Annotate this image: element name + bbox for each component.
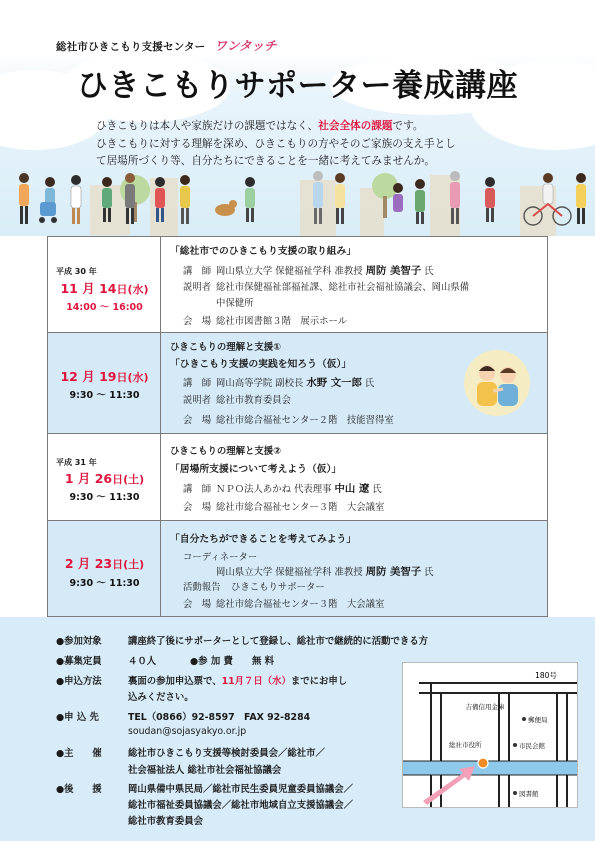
schedule-table xyxy=(47,236,548,617)
detail-label: 活動報告 xyxy=(183,582,221,593)
organizer-logo: ワンタッチ xyxy=(214,38,277,53)
info-key: ●参 加 費 xyxy=(190,656,233,667)
intro-text-part: ひきこもりは本人や家族だけの課題ではなく、 xyxy=(96,120,319,132)
detail-label: コーディネーター xyxy=(183,552,258,563)
table-row xyxy=(48,434,547,521)
session-detail xyxy=(170,262,434,277)
session-detail xyxy=(170,412,394,426)
date-weekday: 日(水) xyxy=(116,283,149,296)
detail-label: 会 場 xyxy=(183,316,212,327)
detail-text: ひきこもりサポーター xyxy=(231,582,325,593)
session-title: 「居場所支援について考えよう（仮）」 xyxy=(170,464,342,475)
venue-marker-icon xyxy=(478,758,488,768)
detail-text: 岡山県立大学 保健福祉学科 准教授 xyxy=(216,567,363,578)
detail-text: 総社市図書館３階 展示ホール xyxy=(216,316,348,327)
year-label: 平成 31 年 xyxy=(56,458,97,467)
route-label: 180号 xyxy=(535,671,557,680)
date-cell xyxy=(48,237,161,332)
organizer-name: 総社市ひきこもり支援センター xyxy=(56,41,206,53)
session-time: 14:00 ～ 16:00 xyxy=(66,302,143,313)
deadline-date: 11月７日（水） xyxy=(221,676,291,687)
session-time: 9:30 ～ 11:30 xyxy=(69,390,140,401)
session-detail xyxy=(170,295,254,309)
info-key: ●募集定員 xyxy=(56,656,102,667)
map-label-library: 図書館 xyxy=(519,790,539,798)
session-date xyxy=(48,554,161,572)
detail-label: 会 場 xyxy=(183,415,212,426)
detail-text: 総社市総合福祉センター３階 大会議室 xyxy=(216,502,385,513)
detail-label: 会 場 xyxy=(183,502,212,513)
detail-suffix: 氏 xyxy=(369,484,382,495)
info-target xyxy=(56,633,428,647)
date-number: 2 月 23 xyxy=(64,556,113,571)
session-detail xyxy=(170,313,347,327)
info-key: ●主 催 xyxy=(56,748,102,759)
session-info xyxy=(170,434,541,520)
session-title: 「ひきこもり支援の実践を知ろう（仮）」 xyxy=(170,359,352,370)
contact-email[interactable]: soudan@sojasyakyo.or.jp xyxy=(128,726,247,737)
detail-suffix: 氏 xyxy=(421,567,434,578)
detail-label: 説明者 xyxy=(183,282,212,293)
session-detail xyxy=(170,279,469,293)
session-time: 9:30 ～ 11:30 xyxy=(69,578,140,589)
detail-label: 説明者 xyxy=(183,395,212,406)
session-detail xyxy=(170,549,257,563)
people-illustration xyxy=(0,160,595,236)
session-title: 「自分たちができることを考えてみよう」 xyxy=(170,534,357,545)
speaker-name: 水野 文一郎 xyxy=(306,377,362,389)
info-support-cont: 総社市福祉委員協議会／総社市地域自立支援協議会／ xyxy=(128,800,354,811)
date-number: 12 月 19 xyxy=(60,369,117,384)
date-weekday: 日(土) xyxy=(112,558,145,571)
supporters-illustration xyxy=(463,349,531,417)
session-date xyxy=(48,279,161,297)
detail-text: 総社市教育委員会 xyxy=(216,395,292,406)
detail-label: 講 師 xyxy=(183,484,212,495)
speaker-name: 周防 美智子 xyxy=(365,265,422,277)
intro-text-part: です。 xyxy=(392,120,424,132)
map-drawing xyxy=(403,663,577,807)
detail-text: 岡山県立大学 保健福祉学科 准教授 xyxy=(216,266,363,277)
detail-text: 中保健所 xyxy=(216,298,254,309)
session-date xyxy=(48,367,161,385)
info-value: ４０人 xyxy=(128,656,157,667)
info-capacity xyxy=(56,653,274,667)
session-subtitle: ひきこもりの理解と支援② xyxy=(170,446,282,457)
session-info xyxy=(170,237,541,332)
info-key: ●参加対象 xyxy=(56,636,102,647)
info-support-cont: 総社市教育委員会 xyxy=(128,816,204,827)
info-support xyxy=(56,781,353,795)
session-info xyxy=(170,521,541,616)
info-apply-cont: 込みください。 xyxy=(128,692,194,703)
info-value: 裏面の参加申込票で、 xyxy=(128,676,222,687)
session-detail xyxy=(170,579,325,593)
detail-text: 総社市総合福祉センター２階 技能習得室 xyxy=(216,415,394,426)
detail-text: ＮＰＯ法人あかね 代表理事 xyxy=(216,484,332,495)
session-detail xyxy=(170,392,291,406)
session-detail xyxy=(170,563,434,578)
info-host xyxy=(56,745,325,759)
detail-label: 講 師 xyxy=(183,266,212,277)
detail-label: 会 場 xyxy=(183,599,212,610)
date-number: 1 月 26 xyxy=(64,471,113,486)
info-value: までにお申し xyxy=(290,676,348,687)
date-cell xyxy=(48,434,161,520)
date-weekday: 日(土) xyxy=(112,473,145,486)
session-date xyxy=(48,469,161,487)
year-label: 平成 30 年 xyxy=(56,267,97,276)
speaker-name: 中山 遼 xyxy=(334,483,370,495)
date-weekday: 日(水) xyxy=(116,371,149,384)
info-value: 講座終了後にサポーターとして登録し、総社市で継続的に活動できる方 xyxy=(128,636,429,647)
info-host-cont: 社会福祉法人 総社市社会福祉協議会 xyxy=(128,765,282,776)
map-label-civic-hall: 市民会館 xyxy=(519,742,545,750)
organizer-line xyxy=(56,35,277,53)
map-label-city-hall: 総社市役所 xyxy=(449,741,482,749)
table-row xyxy=(48,237,547,333)
session-subtitle: ひきこもりの理解と支援① xyxy=(170,342,282,353)
detail-text: 総社市保健福祉部福祉課、総社市社会福祉協議会、岡山県備 xyxy=(216,282,470,293)
map-label-bank: 吉備信用金庫 xyxy=(465,703,505,711)
detail-suffix: 氏 xyxy=(421,266,434,277)
date-number: 11 月 14 xyxy=(60,281,117,296)
intro-line: て居場所づくり等、自分たちにできることを一緒に考えてみませんか。 xyxy=(96,155,435,167)
session-title: 「総社市でのひきこもり支援の取り組み」 xyxy=(170,246,357,257)
table-row xyxy=(48,521,547,616)
info-key: ●申 込 先 xyxy=(56,712,99,723)
access-map xyxy=(402,662,578,808)
detail-text: 総社市総合福祉センター３階 大会議室 xyxy=(216,599,385,610)
session-detail xyxy=(170,499,384,513)
info-value: 岡山県備中県民局／総社市民生委員児童委員協議会／ xyxy=(128,784,354,795)
table-row xyxy=(48,333,547,434)
detail-label: 講 師 xyxy=(183,378,212,389)
session-detail xyxy=(170,480,382,495)
map-label-post-office: 郵便局 xyxy=(528,716,548,724)
info-value: 総社市ひきこもり支援等検討委員会／総社市／ xyxy=(128,748,325,759)
info-apply xyxy=(56,673,347,687)
intro-line: ひきこもりに対する理解を深め、ひきこもりの方やそのご家族の支え手とし xyxy=(96,137,456,150)
intro-highlight: 社会全体の課題 xyxy=(318,120,393,132)
date-cell xyxy=(48,521,161,616)
intro-line xyxy=(96,118,536,136)
info-key: ●後 援 xyxy=(56,784,102,795)
session-time: 9:30 ～ 11:30 xyxy=(69,492,140,503)
info-destination xyxy=(56,709,310,723)
session-detail xyxy=(170,596,384,610)
speaker-name: 周防 美智子 xyxy=(365,566,422,578)
detail-suffix: 氏 xyxy=(361,378,375,389)
date-cell xyxy=(48,333,161,433)
detail-text: 岡山高等学院 副校長 xyxy=(216,378,304,389)
contact-phone: TEL（0866）92-8597 FAX 92-8284 xyxy=(128,712,311,723)
page-title: ひきこもりサポーター養成講座 xyxy=(77,68,518,104)
info-key: ●申込方法 xyxy=(56,676,102,687)
info-value: 無 料 xyxy=(252,656,275,667)
session-detail xyxy=(170,374,374,389)
